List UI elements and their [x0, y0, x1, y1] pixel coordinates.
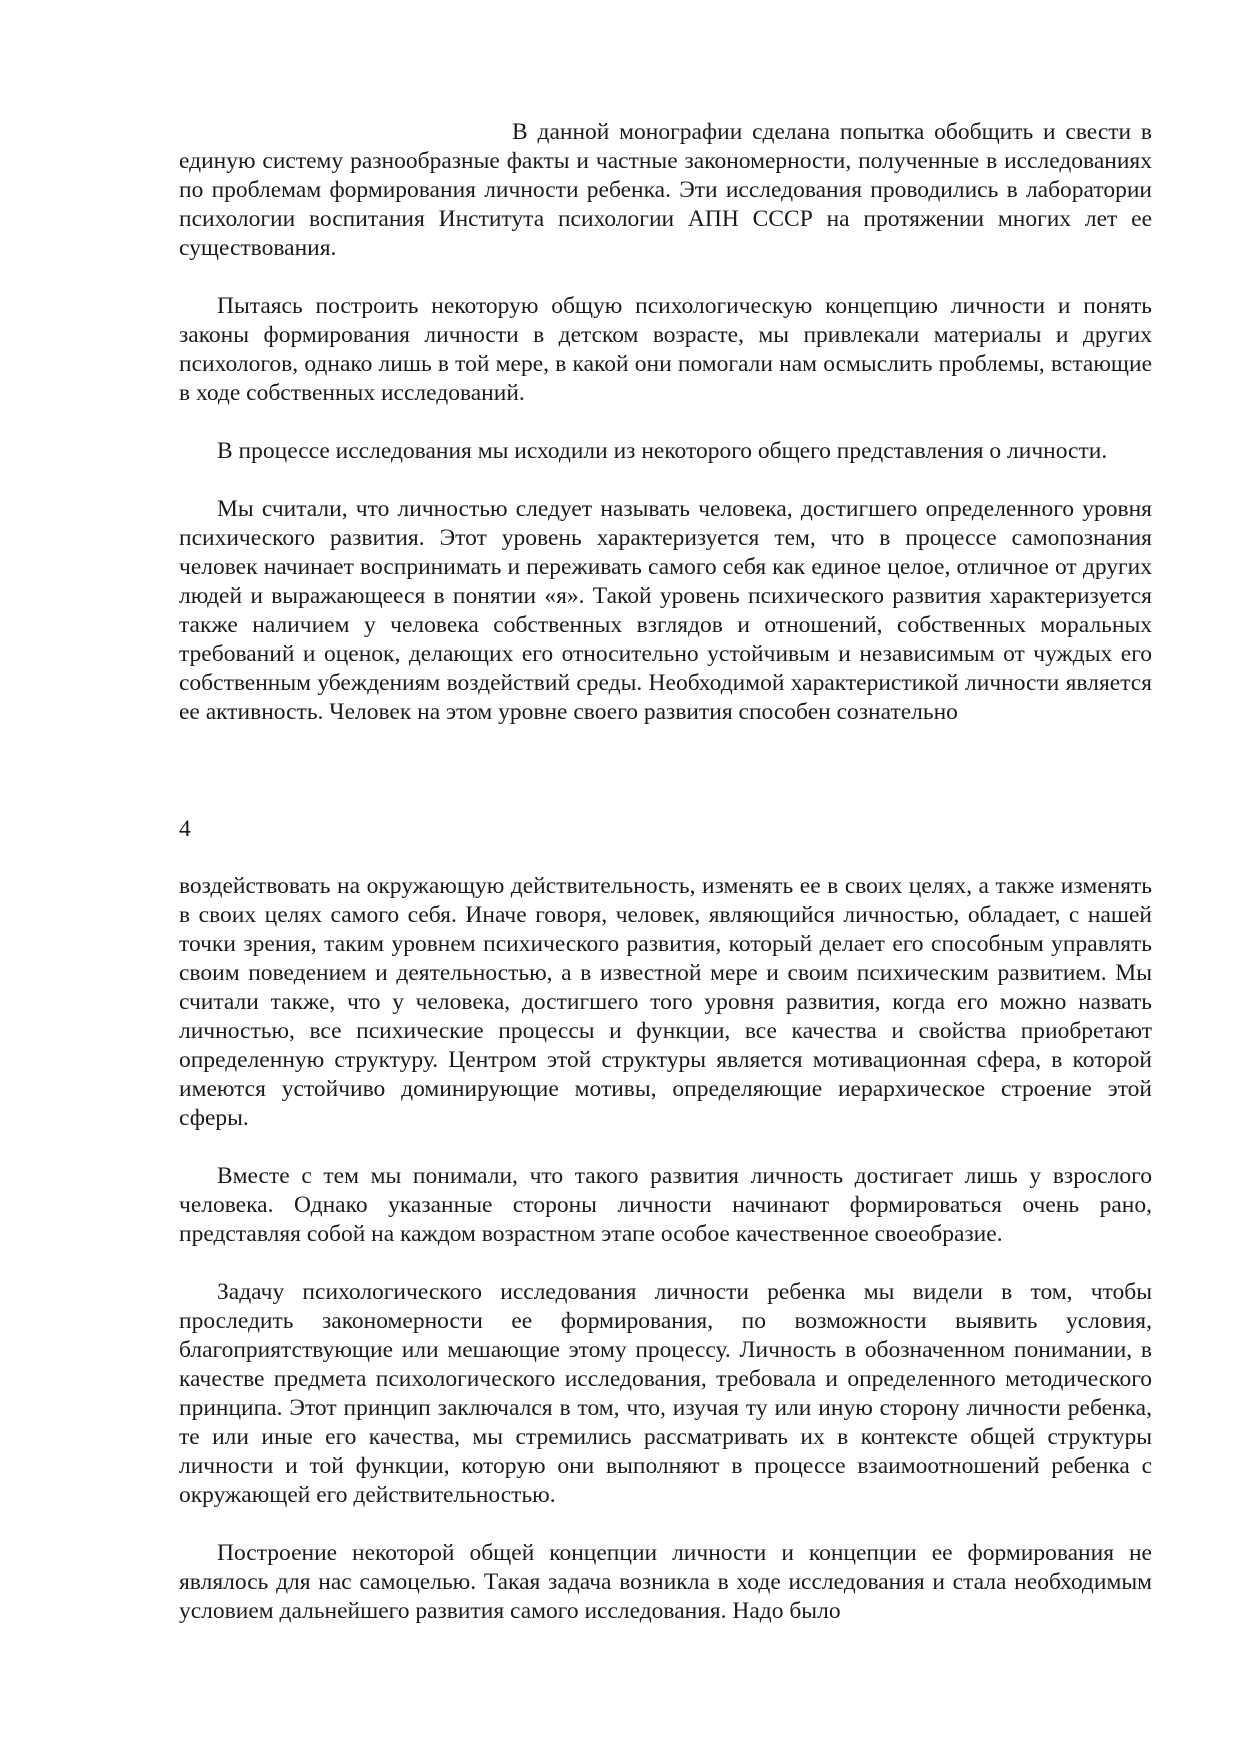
page-number: 4 [179, 816, 191, 842]
paragraph: Вместе с тем мы понимали, что такого развития личность достигает лишь у взрослого человека. Однако указанные стороны личности начинают формироваться очень рано, представляя собой на каждом возрастном этапе особое качественное своеобразие. [179, 1163, 1152, 1247]
text-block-top [179, 118, 1152, 727]
paragraph: Мы считали, что личностью следует называть человека, достигшего определенного уровня психического развития. Этот уровень характеризуется тем, что в процессе самопознания человек начинает воспринимать и переживать самого себя как единое целое, отличное от других людей и выражающееся в понятии «я». Такой уровень психического развития характеризуется также наличием у человека собственных взглядов и отношений, собственных моральных требований и оценок, делающих его относительно устойчивым и независимым от чуждых его собственным убеждениям воздействий среды. Необходимой характеристикой личности является ее активность. Человек на этом уровне своего развития способен сознательно [179, 496, 1152, 725]
paragraph: воздействовать на окружающую действительность, изменять ее в своих целях, а также изменять в своих целях самого себя. Иначе говоря, человек, являющийся личностью, обладает, с нашей точки зрения, таким уровнем психического развития, который делает его способным управлять своим поведением и деятельностью, а в известной мере и своим психическим развитием. Мы считали также, что у человека, достигшего того уровня развития, когда его можно назвать личностью, все психические процессы и функции, все качества и свойства приобретают определенную структуру. Центром этой структуры является мотивационная сфера, в которой имеются устойчиво доминирующие мотивы, определяющие иерархическое строение этой сферы. [179, 873, 1152, 1131]
paragraph: В процессе исследования мы исходили из некоторого общего представления о личности. [217, 438, 1108, 464]
paragraph: Пытаясь построить некоторую общую психологическую концепцию личности и понять законы формирования личности в детском возрасте, мы привлекали материалы и других психологов, однако лишь в той мере, в какой они помогали нам осмыслить проблемы, встающие в ходе собственных исследований. [179, 293, 1152, 406]
text-block-bottom [179, 872, 1152, 1626]
paragraph: Задачу психологического исследования личности ребенка мы видели в том, чтобы проследить закономерности ее формирования, по возможности выявить условия, благоприятствующие или мешающие этому процессу. Личность в обозначенном понимании, в качестве предмета психологического исследования, требовала и определенного методического принципа. Этот принцип заключался в том, что, изучая ту или иную сторону личности ребенка, те или иные его качества, мы стремились рассматривать их в контексте общей структуры личности и той функции, которую они выполняют в процессе взаимоотношений ребенка с окружающей его действительностью. [179, 1279, 1152, 1508]
paragraph: В данной монографии сделана попытка обобщить и свести в единую систему разнообразные факты и частные закономерности, полученные в исследованиях по проблемам формирования личности ребенка. Эти исследования проводились в лаборатории психологии воспитания Института психологии АПН СССР на протяжении многих лет ее существования. [179, 119, 1152, 261]
paragraph: Построение некоторой общей концепции личности и концепции ее формирования не являлось для нас самоцелью. Такая задача возникла в ходе исследования и стала необходимым условием дальнейшего развития самого исследования. Надо было [179, 1540, 1152, 1624]
